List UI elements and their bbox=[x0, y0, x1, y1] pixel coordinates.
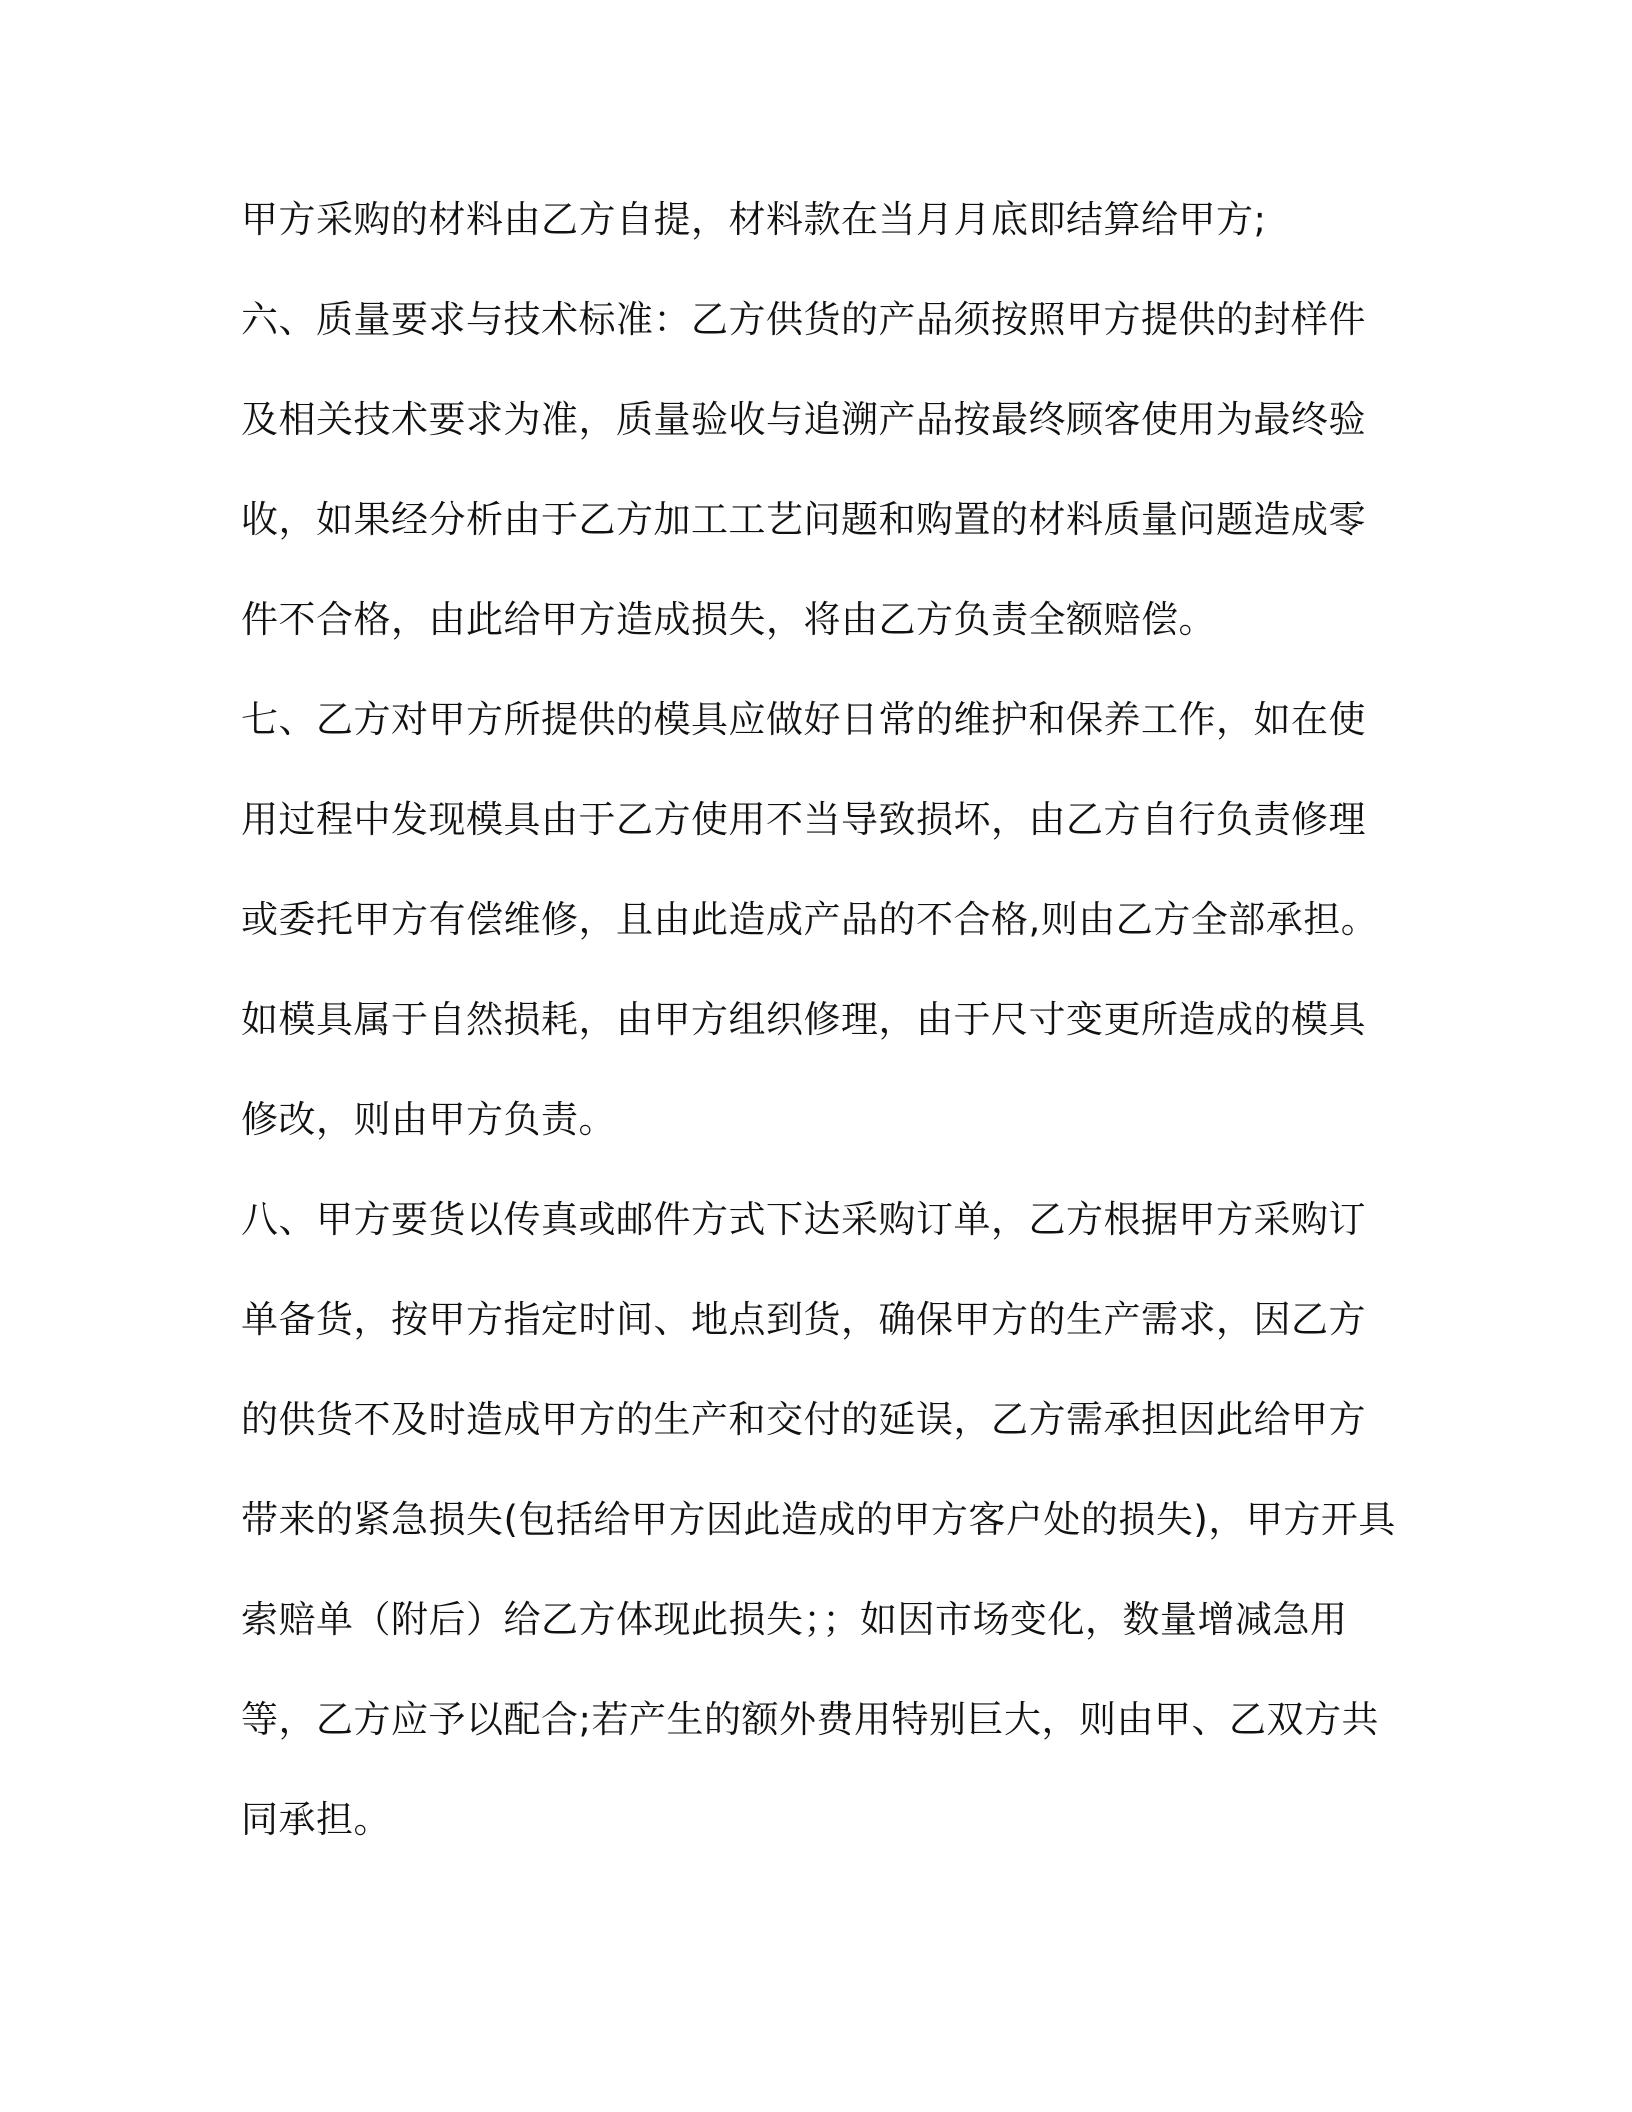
text-line-8: 或委托甲方有偿维修，且由此造成产品的不合格,则由乙方全部承担。 bbox=[241, 898, 1379, 941]
section-7-heading-line: 七、乙方对甲方所提供的模具应做好日常的维护和保养工作，如在使 bbox=[241, 698, 1366, 741]
text-line-9: 如模具属于自然损耗，由甲方组织修理，由于尺寸变更所造成的模具 bbox=[241, 998, 1366, 1041]
text-line-13: 的供货不及时造成甲方的生产和交付的延误，乙方需承担因此给甲方 bbox=[241, 1398, 1366, 1441]
text-line-3: 及相关技术要求为准，质量验收与追溯产品按最终顾客使用为最终验 bbox=[241, 398, 1366, 441]
text-line-12: 单备货，按甲方指定时间、地点到货，确保甲方的生产需求，因乙方 bbox=[241, 1298, 1366, 1341]
text-line-15: 索赔单（附后）给乙方体现此损失；；如因市场变化，数量增减急用 bbox=[241, 1598, 1348, 1641]
text-line-1: 甲方采购的材料由乙方自提，材料款在当月月底即结算给甲方; bbox=[241, 198, 1267, 241]
text-line-10: 修改，则由甲方负责。 bbox=[241, 1098, 616, 1141]
text-line-14: 带来的紧急损失(包括给甲方因此造成的甲方客户处的损失)，甲方开具 bbox=[241, 1498, 1396, 1541]
text-line-7: 用过程中发现模具由于乙方使用不当导致损坏，由乙方自行负责修理 bbox=[241, 798, 1366, 841]
text-line-5: 件不合格，由此给甲方造成损失，将由乙方负责全额赔偿。 bbox=[241, 598, 1216, 641]
section-6-heading-line: 六、质量要求与技术标准：乙方供货的产品须按照甲方提供的封样件 bbox=[241, 298, 1366, 341]
text-line-4: 收，如果经分析由于乙方加工工艺问题和购置的材料质量问题造成零 bbox=[241, 498, 1366, 541]
text-line-16: 等，乙方应予以配合;若产生的额外费用特别巨大，则由甲、乙双方共 bbox=[241, 1698, 1379, 1741]
text-line-17: 同承担。 bbox=[241, 1798, 391, 1841]
section-8-heading-line: 八、甲方要货以传真或邮件方式下达采购订单，乙方根据甲方采购订 bbox=[241, 1198, 1366, 1241]
